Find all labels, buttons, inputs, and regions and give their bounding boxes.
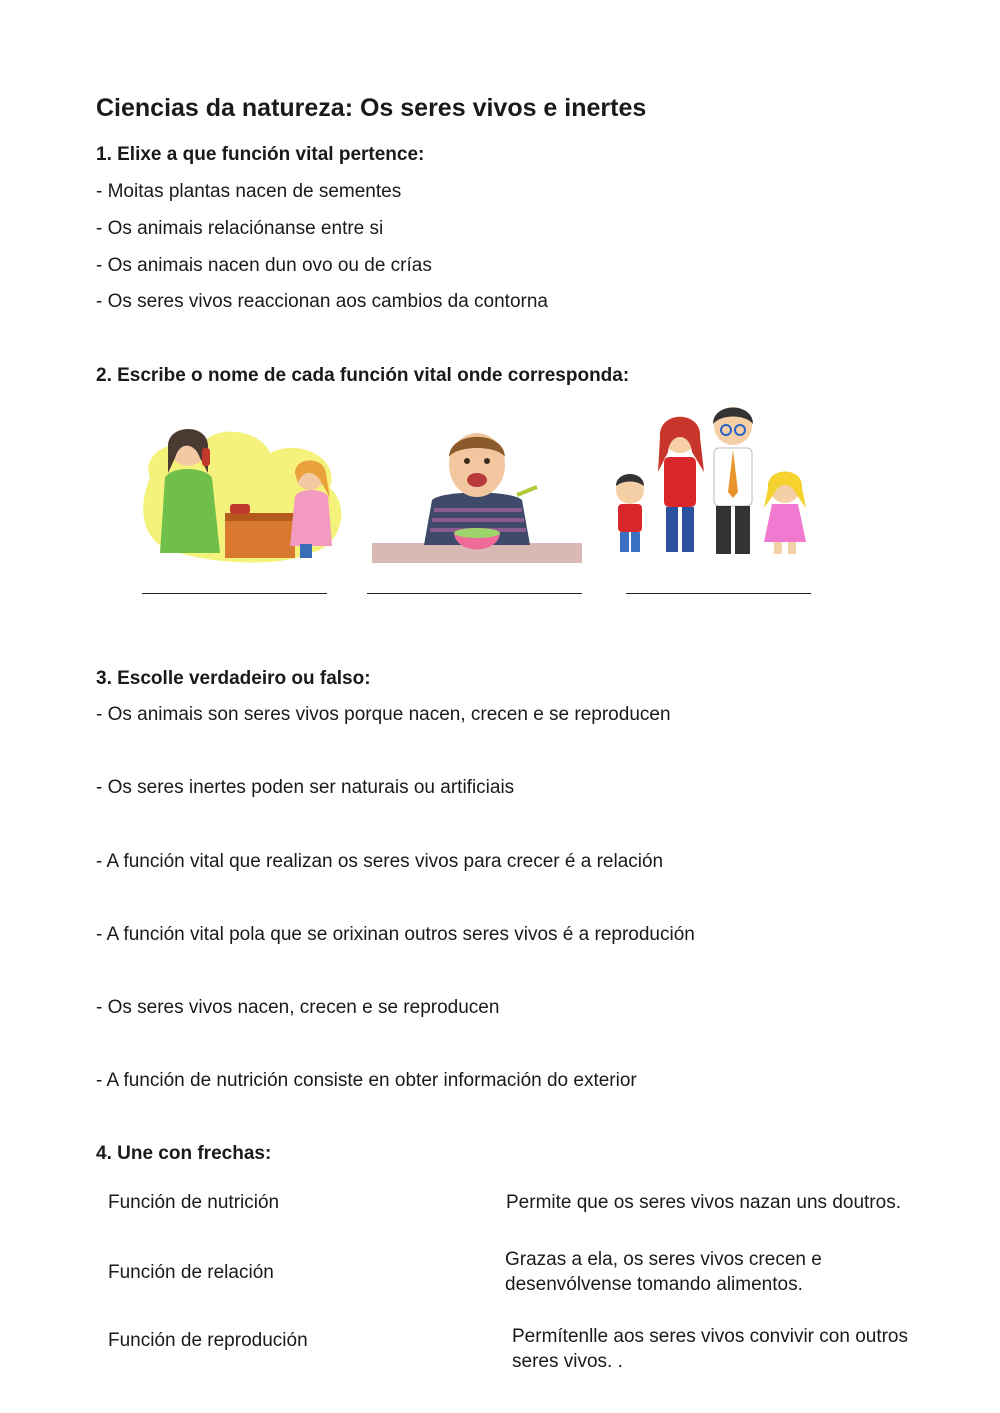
true-false-item[interactable]: - A función vital pola que se orixinan outros seres vivos é a reprodución [96,924,695,945]
section1-item: - Os animais nacen dun ovo ou de crías [96,255,432,276]
page-title: Ciencias da natureza: Os seres vivos e inertes [96,94,647,122]
section3-heading: 3. Escolle verdadeiro ou falso: [96,668,371,689]
family-illustration [600,402,815,564]
match-right-item[interactable]: Grazas a ela, os seres vivos crecen e desenvólvense tomando alimentos. [505,1249,822,1295]
match-right-item[interactable]: Permítenlle aos seres vivos convivir con outros seres vivos. . [512,1326,908,1372]
section2-heading: 2. Escribe o nome de cada función vital onde corresponda: [96,365,630,386]
child-eating-photo [372,425,582,563]
section1-item: - Os animais relaciónanse entre si [96,218,384,239]
section4-heading: 4. Une con frechas: [96,1143,272,1164]
answer-line[interactable] [626,593,811,594]
true-false-item[interactable]: - Os seres vivos nacen, crecen e se reproducen [96,997,500,1018]
answer-line[interactable] [367,593,582,594]
section1-heading: 1. Elixe a que función vital pertence: [96,144,425,165]
section1-item: - Os seres vivos reaccionan aos cambios da contorna [96,291,548,312]
true-false-item[interactable]: - A función vital que realizan os seres vivos para crecer é a relación [96,851,664,872]
phone-call-illustration [130,418,354,563]
section1-item: - Moitas plantas nacen de sementes [96,181,402,202]
match-left-item[interactable]: Función de reprodución [108,1330,308,1351]
answer-line[interactable] [142,593,327,594]
true-false-item[interactable]: - A función de nutrición consiste en obter información do exterior [96,1070,637,1091]
true-false-item[interactable]: - Os seres inertes poden ser naturais ou artificiais [96,777,515,798]
true-false-item[interactable]: - Os animais son seres vivos porque nacen, crecen e se reproducen [96,704,671,725]
match-right-item[interactable]: Permite que os seres vivos nazan uns doutros. [506,1192,901,1213]
match-left-item[interactable]: Función de nutrición [108,1192,280,1213]
match-left-item[interactable]: Función de relación [108,1262,274,1283]
